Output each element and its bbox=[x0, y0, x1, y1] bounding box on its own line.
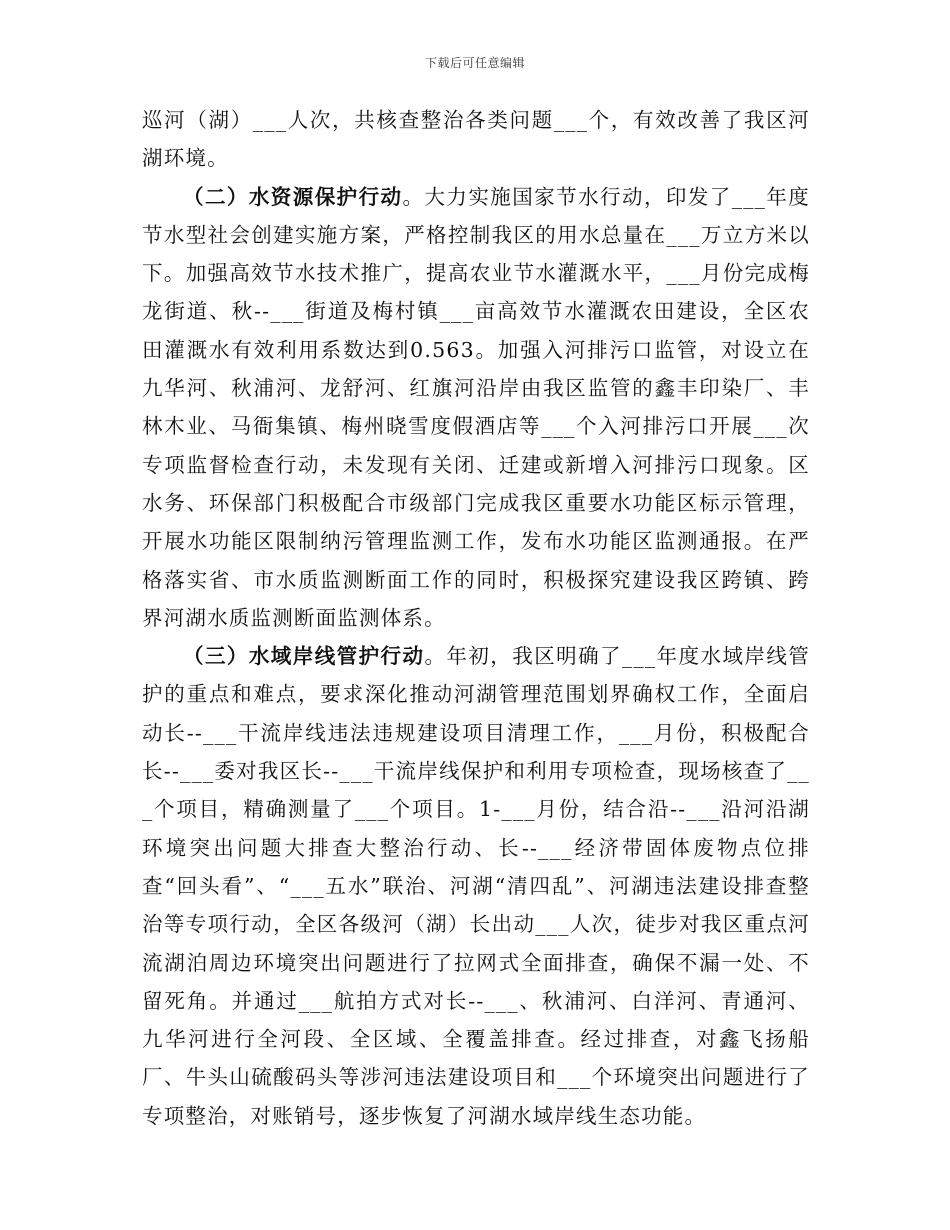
paragraph-shoreline-protection bbox=[142, 637, 810, 1135]
section-heading: （二）水资源保护行动 bbox=[183, 184, 403, 209]
page-header: 下载后可任意编辑 bbox=[424, 56, 525, 70]
paragraph-continuation bbox=[142, 101, 810, 178]
paragraph-water-resource-protection bbox=[142, 178, 810, 638]
section-heading: （三）水域岸线管护行动 bbox=[183, 644, 425, 669]
paragraph-text: 巡河（湖）___人次，共核查整治各类问题___个，有效改善了我区河湖环境。 bbox=[142, 108, 810, 171]
paragraph-text: 。年初，我区明确了___年度水域岸线管护的重点和难点，要求深化推动河湖管理范围划界确权工作，全面启动长--___干流岸线违法违规建设项目清理工作，___月份，积极配合长--___委对我区长--___干流岸线保护和利用专项检查，现场核查了___个项目，精确测量了___个项目。1-___月份，结合沿--___沿河沿湖环境突出问题大排查大整治行动、长--___经济带固体废物点位排查“回头看”、“___五水”联治、河湖“清四乱”、河湖违法建设排查整治等专项行动，全区各级河（湖）长出动___人次，徒步对我区重点河流湖泊周边环境突出问题进行了拉网式全面排查，确保不漏一处、不留死角。并通过___航拍方式对长--___、秋浦河、白洋河、青通河、九华河进行全河段、全区域、全覆盖排查。经过排查，对鑫飞扬船厂、牛头山硫酸码头等涉河违法建设项目和___个环境突出问题进行了专项整治，对账销号，逐步恢复了河湖水域岸线生态功能。 bbox=[142, 644, 810, 1128]
paragraph-text: 。大力实施国家节水行动，印发了___年度节水型社会创建实施方案，严格控制我区的用水总量在___万立方米以下。加强高效节水技术推广，提高农业节水灌溉水平，___月份完成梅龙街道、秋--___街道及梅村镇___亩高效节水灌溉农田建设，全区农田灌溉水有效利用系数达到0.563。加强入河排污口监管，对设立在九华河、秋浦河、龙舒河、红旗河沿岸由我区监管的鑫丰印染厂、丰林木业、马衙集镇、梅州晓雪度假酒店等___个入河排污口开展___次专项监督检查行动，未发现有关闭、迁建或新增入河排污口现象。区水务、环保部门积极配合市级部门完成我区重要水功能区标示管理，开展水功能区限制纳污管理监测工作，发布水功能区监测通报。在严格落实省、市水质监测断面工作的同时，积极探究建设我区跨镇、跨界河湖水质监测断面监测体系。 bbox=[142, 184, 810, 630]
document-body bbox=[142, 101, 810, 1135]
